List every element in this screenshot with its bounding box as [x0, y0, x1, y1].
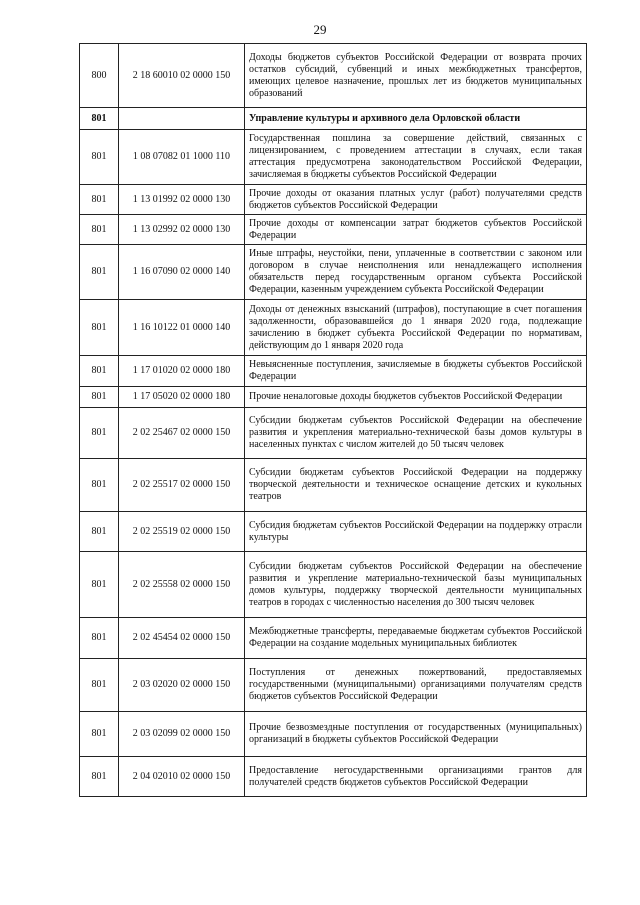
- revenue-description-cell: Межбюджетные трансферты, передаваемые бюджетам субъектов Российской Федерации на создание модельных муниципальных библиотек: [245, 618, 587, 659]
- admin-code-cell: 801: [80, 300, 119, 356]
- page-number: 29: [313, 22, 327, 37]
- budget-classification-code-cell: 1 16 07090 02 0000 140: [119, 245, 245, 300]
- revenue-description-cell: Доходы от денежных взысканий (штрафов), поступающие в счет погашения задолженности, образовавшейся до 1 января 2020 года, подлежащие зачислению в бюджет субъекта Российской Федерации по нормативам, действующим до 1 января 2020 года: [245, 300, 587, 356]
- budget-classification-code-cell: [119, 108, 245, 130]
- revenue-description-cell: Невыясненные поступления, зачисляемые в бюджеты субъектов Российской Федерации: [245, 356, 587, 387]
- admin-code-cell: 801: [80, 130, 119, 185]
- budget-classification-code-cell: 2 18 60010 02 0000 150: [119, 44, 245, 108]
- budget-classification-code-cell: 1 17 05020 02 0000 180: [119, 387, 245, 408]
- admin-code-cell: 801: [80, 757, 119, 797]
- table-row: [80, 618, 587, 659]
- admin-code-cell: 800: [80, 44, 119, 108]
- budget-classification-code-cell: 2 04 02010 02 0000 150: [119, 757, 245, 797]
- table-row: [80, 712, 587, 757]
- revenue-description-cell: Субсидии бюджетам субъектов Российской Федерации на обеспечение развития и укрепления материально-технической базы домов культуры в населенных пунктах с числом жителей до 50 тысяч человек: [245, 408, 587, 459]
- table-row: [80, 659, 587, 712]
- budget-classification-code-cell: 1 17 01020 02 0000 180: [119, 356, 245, 387]
- table-row: [80, 512, 587, 552]
- table-row: [80, 356, 587, 387]
- budget-classification-code-cell: 1 08 07082 01 1000 110: [119, 130, 245, 185]
- budget-classification-code-cell: 2 03 02020 02 0000 150: [119, 659, 245, 712]
- admin-code-cell: 801: [80, 387, 119, 408]
- table-row: [80, 245, 587, 300]
- admin-code-cell: 801: [80, 712, 119, 757]
- revenue-description-cell: Субсидии бюджетам субъектов Российской Федерации на обеспечение развития и укрепление материально-технической базы муниципальных домов культуры, поддержку творческой деятельности муниципальных театров в городах с численностью населения до 300 тысяч человек: [245, 552, 587, 618]
- revenue-description-cell: Иные штрафы, неустойки, пени, уплаченные в соответствии с законом или договором в случае неисполнения или ненадлежащего исполнения обязательств перед государственным органом субъекта Российской Федерации, казенным учреждением субъекта Российской Федерации: [245, 245, 587, 300]
- revenue-description-cell: Предоставление негосударственными организациями грантов для получателей средств бюджетов субъектов Российской Федерации: [245, 757, 587, 797]
- table-row: [80, 387, 587, 408]
- budget-classification-code-cell: 2 02 45454 02 0000 150: [119, 618, 245, 659]
- admin-code-cell: 801: [80, 408, 119, 459]
- table-row: [80, 459, 587, 512]
- table-row: [80, 215, 587, 245]
- revenue-description-cell: Субсидии бюджетам субъектов Российской Федерации на поддержку творческой деятельности и техническое оснащение детских и кукольных театров: [245, 459, 587, 512]
- table-row: [80, 552, 587, 618]
- budget-classification-code-cell: 2 03 02099 02 0000 150: [119, 712, 245, 757]
- revenue-description-cell: Прочие доходы от компенсации затрат бюджетов субъектов Российской Федерации: [245, 215, 587, 245]
- table-row: [80, 408, 587, 459]
- revenue-description-cell: Прочие доходы от оказания платных услуг (работ) получателями средств бюджетов субъектов Российской Федерации: [245, 185, 587, 215]
- revenue-codes-table: [79, 43, 587, 797]
- admin-code-cell: 801: [80, 512, 119, 552]
- budget-classification-code-cell: 2 02 25558 02 0000 150: [119, 552, 245, 618]
- table-row: [80, 130, 587, 185]
- revenue-description-cell: Прочие неналоговые доходы бюджетов субъектов Российской Федерации: [245, 387, 587, 408]
- table-row: [80, 185, 587, 215]
- admin-code-cell: 801: [80, 618, 119, 659]
- admin-code-cell: 801: [80, 459, 119, 512]
- table-row: [80, 44, 587, 108]
- budget-classification-code-cell: 1 16 10122 01 0000 140: [119, 300, 245, 356]
- revenue-description-cell: Поступления от денежных пожертвований, предоставляемых государственными (муниципальными) организациями получателям средств бюджетов субъектов Российской Федерации: [245, 659, 587, 712]
- revenue-description-cell: Субсидия бюджетам субъектов Российской Федерации на поддержку отрасли культуры: [245, 512, 587, 552]
- admin-code-cell: 801: [80, 356, 119, 387]
- revenue-description-cell: Государственная пошлина за совершение действий, связанных с лицензированием, с проведением аттестации в случаях, если такая аттестация предусмотрена законодательством Российской Федерации, зачисляемая в бюджеты субъектов Российской Федерации: [245, 130, 587, 185]
- revenue-description-cell: Управление культуры и архивного дела Орловской области: [245, 108, 587, 130]
- revenue-description-cell: Доходы бюджетов субъектов Российской Федерации от возврата прочих остатков субсидий, субвенций и иных межбюджетных трансфертов, имеющих целевое назначение, прошлых лет из бюджетов муниципальных образований: [245, 44, 587, 108]
- table-body: [80, 44, 587, 797]
- revenue-description-cell: Прочие безвозмездные поступления от государственных (муниципальных) организаций в бюджеты субъектов Российской Федерации: [245, 712, 587, 757]
- budget-classification-code-cell: 2 02 25467 02 0000 150: [119, 408, 245, 459]
- admin-code-cell: 801: [80, 108, 119, 130]
- admin-code-cell: 801: [80, 185, 119, 215]
- budget-classification-code-cell: 1 13 01992 02 0000 130: [119, 185, 245, 215]
- admin-code-cell: 801: [80, 245, 119, 300]
- admin-code-cell: 801: [80, 215, 119, 245]
- budget-classification-code-cell: 2 02 25519 02 0000 150: [119, 512, 245, 552]
- table-row: [80, 300, 587, 356]
- section-header-row: [80, 108, 587, 130]
- table-row: [80, 757, 587, 797]
- budget-classification-code-cell: 1 13 02992 02 0000 130: [119, 215, 245, 245]
- admin-code-cell: 801: [80, 659, 119, 712]
- budget-classification-code-cell: 2 02 25517 02 0000 150: [119, 459, 245, 512]
- admin-code-cell: 801: [80, 552, 119, 618]
